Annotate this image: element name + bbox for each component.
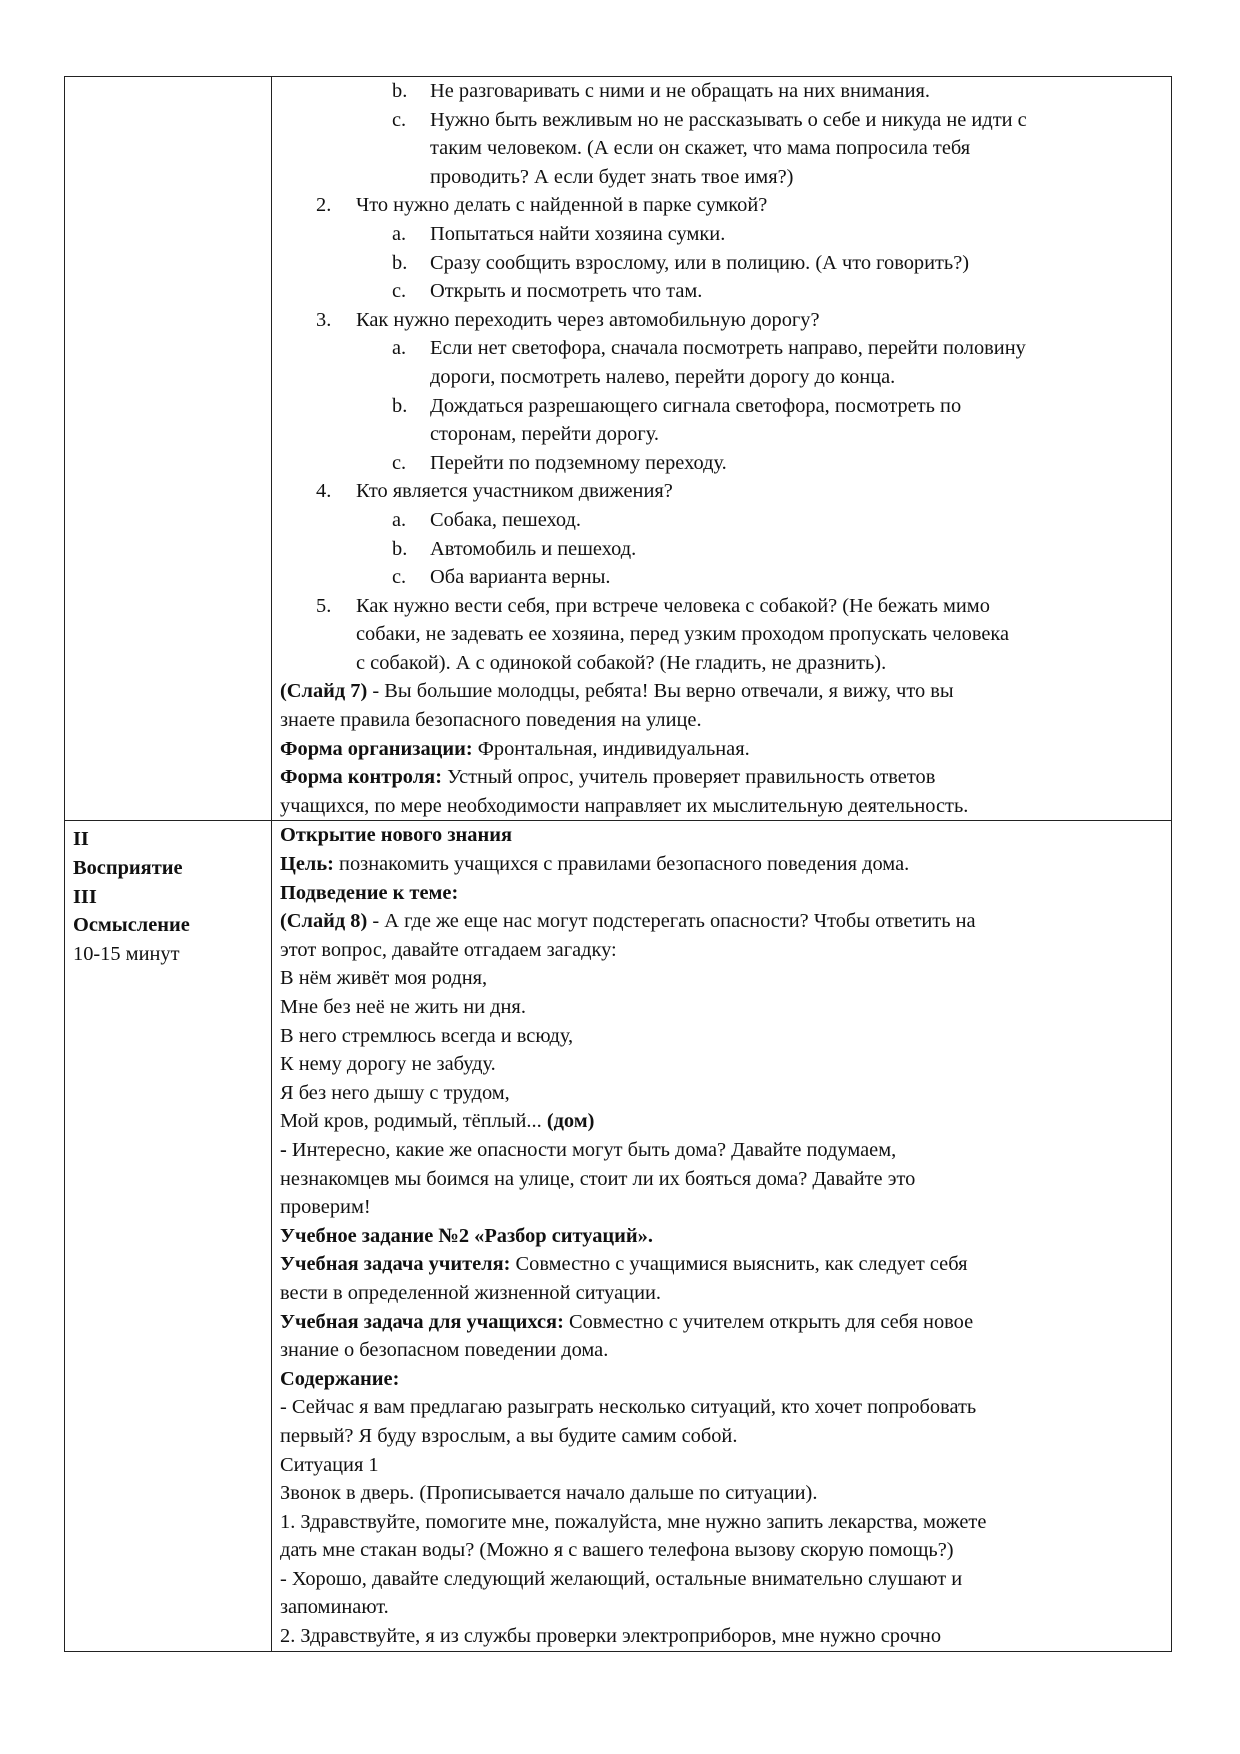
dash: - <box>280 1138 287 1161</box>
goal-label: Цель: <box>280 853 334 876</box>
question-5-line <box>280 592 1161 621</box>
question-4-option-line <box>280 506 1161 535</box>
interesting-text: Интересно, какие же опасности могут быть дома? Давайте подумаем, <box>286 1138 897 1161</box>
student-task-label: Учебная задача для учащихся: <box>280 1310 564 1333</box>
form-organization-text: Фронтальная, индивидуальная. <box>472 737 750 760</box>
table-row-new-knowledge <box>65 821 1172 1651</box>
content-line: Ситуация 1 <box>280 1453 379 1476</box>
content-line: - Сейчас я вам предлагаю разыграть несколько ситуаций, кто хочет попробовать <box>280 1396 977 1419</box>
form-organization <box>280 735 1161 764</box>
content-cell-quiz <box>272 77 1172 821</box>
question-2-number: 2. <box>316 194 332 217</box>
content-line: 2. Здравствуйте, я из службы проверки электроприборов, мне нужно срочно <box>280 1625 942 1648</box>
question-1-option-text: проводить? А если будет знать твое имя?) <box>430 165 794 188</box>
lead-in-label: Подведение к теме: <box>280 881 459 904</box>
question-1-option-text: таким человеком. (А если он скажет, что мама попросила тебя <box>430 137 971 160</box>
form-organization-label: Форма организации: <box>280 737 473 760</box>
question-4-option-line <box>280 563 1161 592</box>
question-4-option-line <box>280 535 1161 564</box>
question-5-text: с собакой). А с одинокой собакой? (Не гладить, не дразнить). <box>356 651 887 674</box>
question-5-line <box>280 620 1161 649</box>
question-5-text: собаки, не задевать ее хозяина, перед узким проходом пропускать человека <box>356 623 1010 646</box>
question-2-option-line <box>280 249 1161 278</box>
form-control <box>280 763 1161 792</box>
question-3-option-line <box>280 449 1161 478</box>
form-control-text-2: учащихся, по мере необходимости направляет их мыслительную деятельность. <box>280 794 969 817</box>
question-2-option-line <box>280 220 1161 249</box>
riddle-line: К нему дорогу не забуду. <box>280 1053 496 1076</box>
lesson-plan-table <box>64 76 1172 1652</box>
table-row-continuation <box>65 77 1172 821</box>
slide8-text-2: этот вопрос, давайте отгадаем загадку: <box>280 938 617 961</box>
question-2-option-letter: c. <box>392 280 407 303</box>
question-2-option-letter: a. <box>392 222 407 245</box>
question-4-option-text: Оба варианта верны. <box>430 566 611 589</box>
question-5 <box>280 592 1161 678</box>
content-line: - Хорошо, давайте следующий желающий, остальные внимательно слушают и <box>280 1567 963 1590</box>
question-4-number: 4. <box>316 480 332 503</box>
stage-duration: 10-15 минут <box>73 942 180 965</box>
question-2-option-text: Открыть и посмотреть что там. <box>430 280 703 303</box>
form-control-text: Устный опрос, учитель проверяет правильность ответов <box>442 766 936 789</box>
page <box>64 76 1172 1652</box>
question-4-option-letter: b. <box>392 537 408 560</box>
question-2-option-text: Сразу сообщить взрослому, или в полицию. (А что говорить?) <box>430 251 970 274</box>
student-task-text: Совместно с учителем открыть для себя новое <box>563 1310 974 1333</box>
question-3-option-line <box>280 392 1161 421</box>
question-4-option-text: Собака, пешеход. <box>430 508 582 531</box>
question-3-number: 3. <box>316 308 332 331</box>
question-5-text: Как нужно вести себя, при встрече человека с собакой? (Не бежать мимо <box>356 594 990 617</box>
question-2-text: Что нужно делать с найденной в парке сумкой? <box>356 194 768 217</box>
content-line: запоминают. <box>280 1596 389 1619</box>
content-line: Звонок в дверь. (Прописывается начало дальше по ситуации). <box>280 1482 818 1505</box>
question-2-option-letter: b. <box>392 251 408 274</box>
interesting-paragraph <box>280 1136 1161 1165</box>
question-1-option-letter: b. <box>392 80 408 102</box>
goal-text: познакомить учащихся с правилами безопасного поведения дома. <box>333 853 910 876</box>
content-line: дать мне стакан воды? (Можно я с вашего телефона вызову скорую помощь?) <box>280 1539 954 1562</box>
question-3-option-line <box>280 363 1161 392</box>
riddle-line: Мне без неё не жить ни дня. <box>280 996 526 1018</box>
riddle-line: В нём живёт моя родня, <box>280 967 488 990</box>
student-task <box>280 1308 1161 1337</box>
question-1-option-letter: c. <box>392 108 407 131</box>
question-5-line <box>280 649 1161 678</box>
riddle-line: В него стремлюсь всегда и всюду, <box>280 1024 574 1047</box>
slide7-text: - Вы большие молодцы, ребята! Вы верно отвечали, я вижу, что вы <box>367 680 954 703</box>
interesting-text-3: проверим! <box>280 1196 371 1219</box>
question-2-option-line <box>280 277 1161 306</box>
question-5-number: 5. <box>316 594 332 617</box>
question-1-option-line <box>280 106 1161 135</box>
question-2 <box>280 191 1161 220</box>
question-3-option-text: сторонам, перейти дорогу. <box>430 423 659 446</box>
slide8-text: - А где же еще нас могут подстерегать опасности? Чтобы ответить на <box>367 910 976 933</box>
question-1-option-text: Не разговаривать с ними и не обращать на них внимания. <box>430 80 930 102</box>
teacher-task-text: Совместно с учащимися выяснить, как следует себя <box>510 1253 968 1276</box>
slide7-label: (Слайд 7) <box>280 680 368 703</box>
question-3-text: Как нужно переходить через автомобильную дорогу? <box>356 308 820 331</box>
question-4 <box>280 477 1161 506</box>
question-4-option-letter: c. <box>392 566 407 589</box>
stage-cell-empty <box>65 77 272 821</box>
content-line: первый? Я буду взрослым, а вы будите самим собой. <box>280 1424 738 1447</box>
stage-number-ii: II <box>73 828 89 851</box>
question-3 <box>280 306 1161 335</box>
stage-name-perception: Восприятие <box>73 857 183 880</box>
task-title: Учебное задание №2 «Разбор ситуаций». <box>280 1224 653 1247</box>
question-1-option-text: Нужно быть вежливым но не рассказывать о себе и никуда не идти с <box>430 108 1027 131</box>
slide8-label: (Слайд 8) <box>280 910 368 933</box>
question-4-option-letter: a. <box>392 508 407 531</box>
stage-cell <box>65 821 272 1651</box>
stage-number-iii: III <box>73 885 97 908</box>
question-3-option-text: Перейти по подземному переходу. <box>430 451 727 474</box>
slide8-paragraph <box>280 907 1161 936</box>
question-3-option-letter: a. <box>392 337 407 360</box>
question-4-text: Кто является участником движения? <box>356 480 673 503</box>
stage-name-comprehension: Осмысление <box>73 914 190 937</box>
content-cell-new-knowledge <box>272 821 1172 1651</box>
question-3-option-line <box>280 334 1161 363</box>
teacher-task <box>280 1250 1161 1279</box>
riddle-line: Я без него дышу с трудом, <box>280 1081 510 1104</box>
content-label: Содержание: <box>280 1367 400 1390</box>
question-3-option-text: Дождаться разрешающего сигнала светофора, посмотреть по <box>430 394 962 417</box>
content-lines <box>280 1393 1161 1650</box>
slide7-paragraph <box>280 677 1161 706</box>
question-2-option-text: Попытаться найти хозяина сумки. <box>430 222 726 245</box>
question-3-option-text: Если нет светофора, сначала посмотреть направо, перейти половину <box>430 337 1026 360</box>
question-1-option-line <box>280 77 1161 106</box>
student-task-text-2: знание о безопасном поведении дома. <box>280 1339 609 1362</box>
riddle-last-text: Мой кров, родимый, тёплый... <box>280 1110 547 1133</box>
teacher-task-text-2: вести в определенной жизненной ситуации. <box>280 1281 661 1304</box>
riddle-last-line <box>280 1107 1161 1136</box>
question-1-option-line <box>280 163 1161 192</box>
section-heading: Открытие нового знания <box>280 824 513 847</box>
question-4-option-text: Автомобиль и пешеход. <box>430 537 637 560</box>
question-3-option-line <box>280 420 1161 449</box>
quiz-list <box>280 77 1161 592</box>
content-line: 1. Здравствуйте, помогите мне, пожалуйста, мне нужно запить лекарства, можете <box>280 1510 987 1533</box>
riddle-answer: (дом) <box>546 1110 595 1133</box>
question-1-option-line <box>280 134 1161 163</box>
goal <box>280 850 1161 879</box>
teacher-task-label: Учебная задача учителя: <box>280 1253 511 1276</box>
form-control-label: Форма контроля: <box>280 766 442 789</box>
slide7-text-2: знаете правила безопасного поведения на улице. <box>280 709 702 732</box>
riddle <box>280 964 1161 1107</box>
question-3-option-letter: b. <box>392 394 408 417</box>
question-3-option-text: дороги, посмотреть налево, перейти дорогу до конца. <box>430 365 896 388</box>
question-3-option-letter: c. <box>392 451 407 474</box>
interesting-text-2: незнакомцев мы боимся на улице, стоит ли их бояться дома? Давайте это <box>280 1167 916 1190</box>
